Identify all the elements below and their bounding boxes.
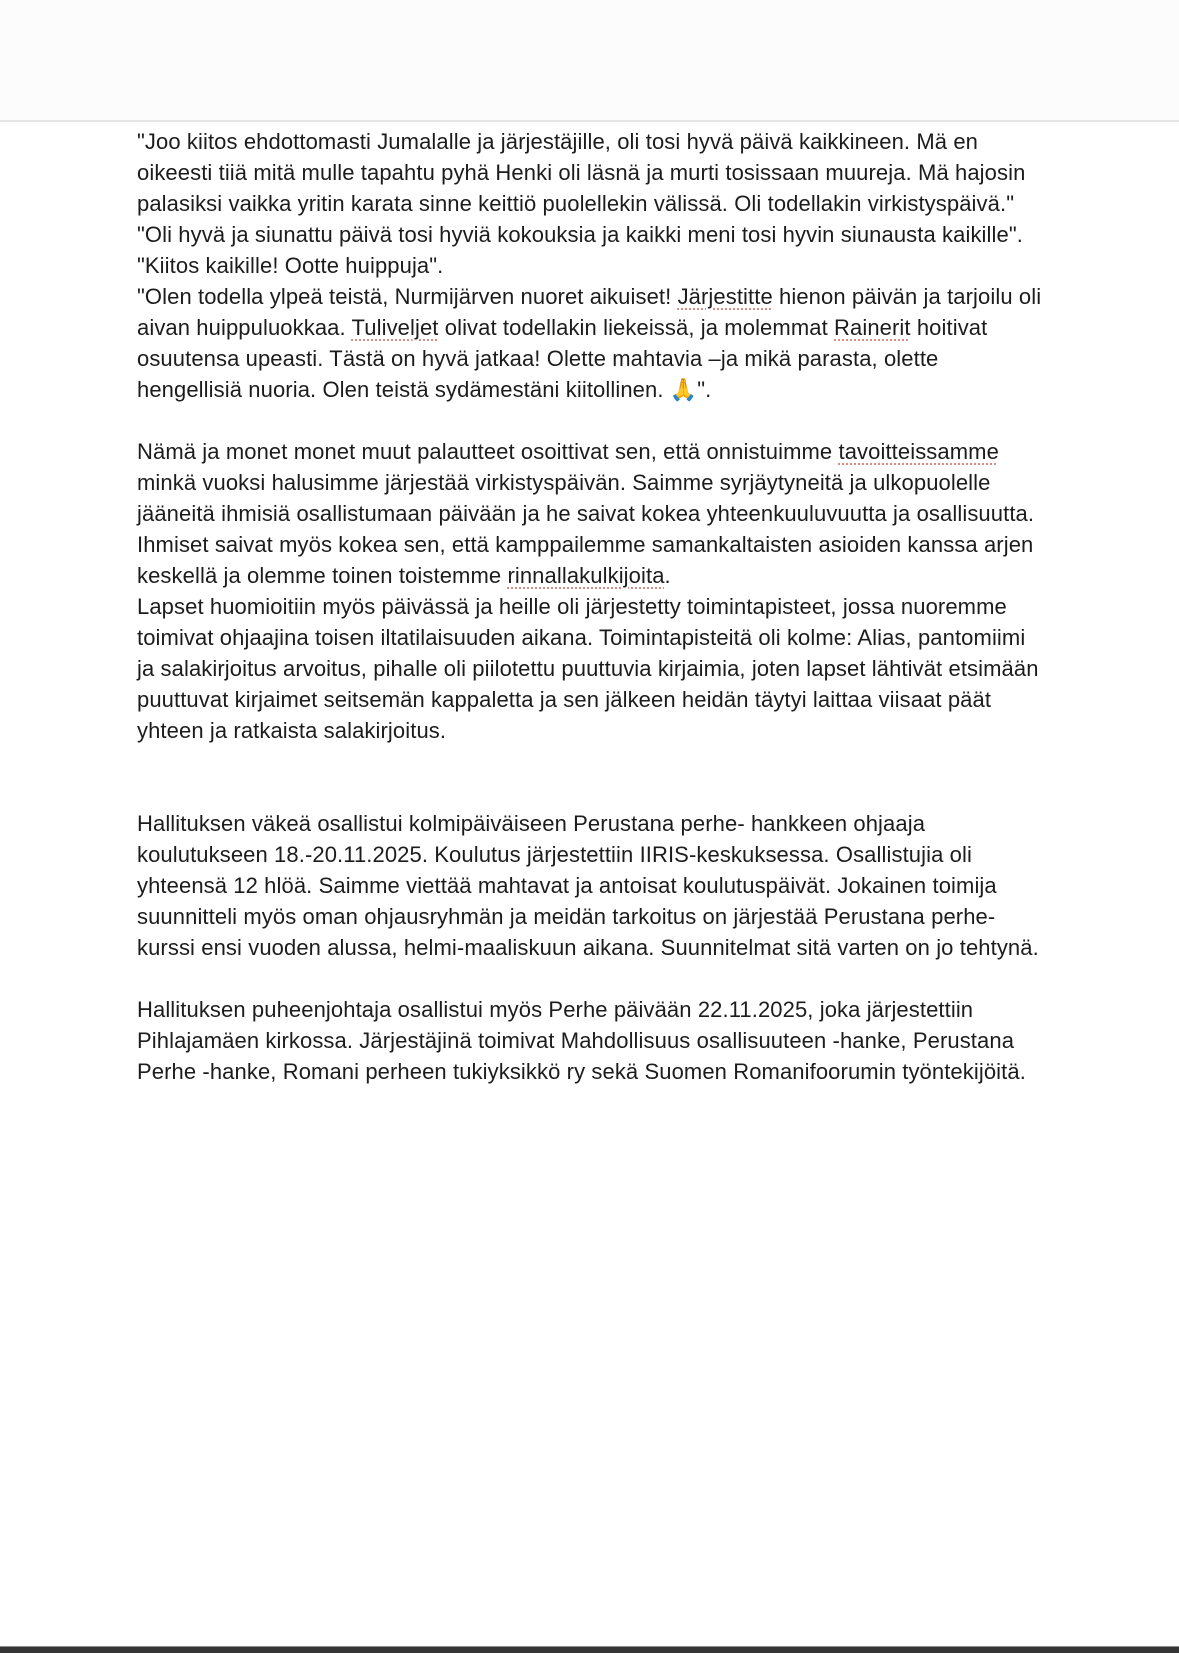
paragraph — [137, 808, 1045, 963]
blank-line — [137, 963, 1045, 994]
text-segment: olivat todellakin liekeissä, ja molemmat — [438, 315, 835, 340]
paragraph — [137, 591, 1045, 746]
text-segment: Hallituksen väkeä osallistui kolmipäiväiseen Perustana perhe- hankkeen ohjaaja koulutukseen 18.-20.11.2025. Koulutus järjestettiin IIRIS-keskuksessa. Osallistujia oli yhteensä 12 hlöä. Saimme viettää mahtavat ja antoisat koulutuspäivät. Jokainen toimija suunnitteli myös oman ohjausryhmän ja meidän tarkoitus on järjestää Perustana perhe- kurssi ensi vuoden alussa, helmi-maaliskuun aikana. Suunnitelmat sitä varten on jo tehtynä. — [137, 811, 1039, 960]
page-top-margin — [0, 0, 1179, 122]
misspelled-word: rinnallakulkijoita — [507, 563, 665, 588]
blank-line — [137, 746, 1045, 777]
text-segment: "Olen todella ylpeä teistä, Nurmijärven nuoret aikuiset! — [137, 284, 678, 309]
paragraph — [137, 219, 1045, 250]
document-text-body[interactable] — [137, 126, 1045, 1087]
text-segment: ". — [697, 377, 712, 402]
text-segment: "Kiitos kaikille! Ootte huippuja". — [137, 253, 444, 278]
misspelled-word: Rainerit — [834, 315, 911, 340]
text-segment: hienon päivän ja tarjoilu oli aivan huippuluokkaa. — [137, 284, 1042, 340]
text-segment: "Oli hyvä ja siunattu päivä tosi hyviä kokouksia ja kaikki meni tosi hyvin siunausta kaikille". — [137, 222, 1023, 247]
misspelled-word: tavoitteissamme — [838, 439, 999, 464]
folded-hands-emoji: 🙏 — [669, 377, 698, 402]
paragraph — [137, 250, 1045, 281]
blank-line — [137, 405, 1045, 436]
misspelled-word: Tuliveljet — [351, 315, 439, 340]
paragraph — [137, 994, 1045, 1087]
window-bottom-edge — [0, 1646, 1179, 1653]
text-segment: Lapset huomioitiin myös päivässä ja heille oli järjestetty toimintapisteet, jossa nuoremme toimivat ohjaajina toisen iltatilaisuuden aikana. Toimintapisteitä oli kolme: Alias, pantomiimi ja salakirjoitus arvoitus, pihalle oli piilotettu puuttuvia kirjaimia, joten lapset lähtivät etsimään puuttuvat kirjaimet seitsemän kappaletta ja sen jälkeen heidän täytyi laittaa viisaat päät yhteen ja ratkaista salakirjoitus. — [137, 594, 1039, 743]
text-segment: . — [664, 563, 671, 588]
misspelled-word: Järjestitte — [677, 284, 773, 309]
paragraph — [137, 281, 1045, 405]
text-segment: hoitivat osuutensa upeasti. Tästä on hyvä jatkaa! Olette mahtavia –ja mikä parasta, olette hengellisiä nuoria. Olen teistä sydämestäni kiitollinen. — [137, 315, 988, 402]
paragraph — [137, 436, 1045, 591]
text-segment: minkä vuoksi halusimme järjestää virkistyspäivän. Saimme syrjäytyneitä ja ulkopuolelle jääneitä ihmisiä osallistumaan päivään ja he saivat kokea yhteenkuuluvuutta ja osallisuutta. Ihmiset saivat myös kokea sen, että kamppailemme samankaltaisten asioiden kanssa arjen keskellä ja olemme toinen toistemme — [137, 470, 1035, 588]
text-segment: Nämä ja monet monet muut palautteet osoittivat sen, että onnistuimme — [137, 439, 839, 464]
text-segment: Hallituksen puheenjohtaja osallistui myös Perhe päivään 22.11.2025, joka järjestettiin Pihlajamäen kirkossa. Järjestäjinä toimivat Mahdollisuus osallisuuteen -hanke, Perustana Perhe -hanke, Romani perheen tukiyksikkö ry sekä Suomen Romanifoorumin työntekijöitä. — [137, 997, 1026, 1084]
text-segment: "Joo kiitos ehdottomasti Jumalalle ja järjestäjille, oli tosi hyvä päivä kaikkineen. Mä en oikeesti tiiä mitä mulle tapahtu pyhä Henki oli läsnä ja murti tosissaan muureja. Mä hajosin palasiksi vaikka yritin karata sinne keittiö puolellekin välissä. Oli todellakin virkistyspäivä." — [137, 129, 1026, 216]
blank-line — [137, 777, 1045, 808]
paragraph — [137, 126, 1045, 219]
